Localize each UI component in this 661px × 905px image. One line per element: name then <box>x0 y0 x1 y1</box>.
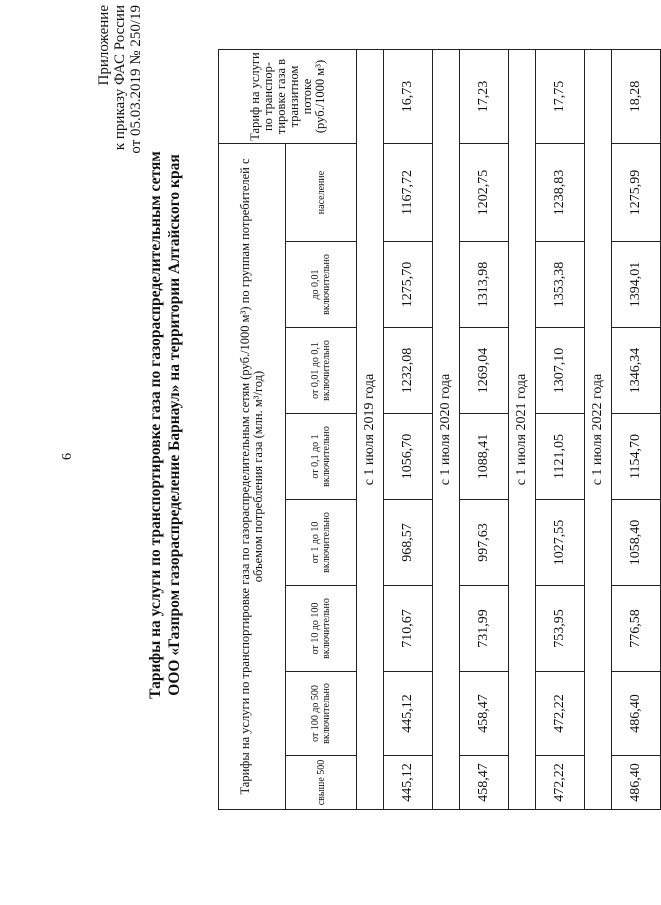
table-cell: 1394,01 <box>612 242 661 328</box>
table-cell: 710,67 <box>384 586 433 672</box>
column-header: от 0,1 до 1 включительно <box>286 414 357 500</box>
title-line-2: ООО «Газпром газораспределение Барнаул» на территории Алтайского края <box>166 154 183 696</box>
appendix-header <box>96 5 144 305</box>
table-cell: 1202,75 <box>460 144 509 242</box>
column-header: от 10 до 100 включительно <box>286 586 357 672</box>
table-cell: 1238,83 <box>536 144 585 242</box>
table-cell: 445,12 <box>384 672 433 756</box>
period-row: с 1 июля 2019 года <box>357 50 384 810</box>
column-header: от 0,01 до 0,1 включительно <box>286 328 357 414</box>
table-cell: 1027,55 <box>536 500 585 586</box>
table-cell: 731,99 <box>460 586 509 672</box>
table-cell: 486,40 <box>612 672 661 756</box>
table-cell: 445,12 <box>384 756 433 810</box>
table-cell: 458,47 <box>460 672 509 756</box>
table-cell: 1232,08 <box>384 328 433 414</box>
table-cell: 1346,34 <box>612 328 661 414</box>
table-cell: 18,28 <box>612 50 661 144</box>
period-row: с 1 июля 2022 года <box>585 50 612 810</box>
table-cell: 458,47 <box>460 756 509 810</box>
tariff-table <box>218 49 661 810</box>
table-cell: 776,58 <box>612 586 661 672</box>
table-cell: 1056,70 <box>384 414 433 500</box>
table-cell: 472,22 <box>536 672 585 756</box>
table-cell: 1269,04 <box>460 328 509 414</box>
table-cell: 16,73 <box>384 50 433 144</box>
appendix-line-2: к приказу ФАС России <box>112 5 128 151</box>
page-number: 6 <box>60 453 75 460</box>
appendix-line-1: Приложение <box>96 5 112 86</box>
column-header: от 100 до 500 включительно <box>286 672 357 756</box>
table-cell: 1154,70 <box>612 414 661 500</box>
period-row: с 1 июля 2020 года <box>433 50 460 810</box>
table-cell: 1121,05 <box>536 414 585 500</box>
transit-header: Тариф на услуги по транспор-тировке газа в транзитном потоке (руб./1000 м³) <box>219 50 357 144</box>
table-row <box>384 50 433 810</box>
table-cell: 997,63 <box>460 500 509 586</box>
document-title <box>146 95 184 755</box>
column-header: до 0,01 включительно <box>286 242 357 328</box>
column-header: население <box>286 144 357 242</box>
period-row: с 1 июля 2021 года <box>509 50 536 810</box>
table-cell: 1313,98 <box>460 242 509 328</box>
table-cell: 753,95 <box>536 586 585 672</box>
table-cell: 1275,99 <box>612 144 661 242</box>
table-cell: 17,23 <box>460 50 509 144</box>
table-cell: 1307,10 <box>536 328 585 414</box>
table-cell: 1088,41 <box>460 414 509 500</box>
table-cell: 17,75 <box>536 50 585 144</box>
table-row <box>612 50 661 810</box>
table-cell: 486,40 <box>612 756 661 810</box>
table-row <box>536 50 585 810</box>
column-header: от 1 до 10 включительно <box>286 500 357 586</box>
table-cell: 1275,70 <box>384 242 433 328</box>
table-cell: 1167,72 <box>384 144 433 242</box>
table-cell: 1058,40 <box>612 500 661 586</box>
table-row <box>460 50 509 810</box>
table-cell: 472,22 <box>536 756 585 810</box>
title-line-1: Тарифы на услуги по транспортировке газа по газораспределительным сетям <box>147 151 164 699</box>
table-cell: 968,57 <box>384 500 433 586</box>
table-cell: 1353,38 <box>536 242 585 328</box>
appendix-line-3: от 05.03.2019 № 250/19 <box>128 5 144 154</box>
group-header: Тарифы на услуги по транспортировке газа по газораспределительным сетям (руб./1000 м³) по группам потребителей с объемом потребления газа (млн. м³/год) <box>219 144 286 810</box>
column-header: свыше 500 <box>286 756 357 810</box>
